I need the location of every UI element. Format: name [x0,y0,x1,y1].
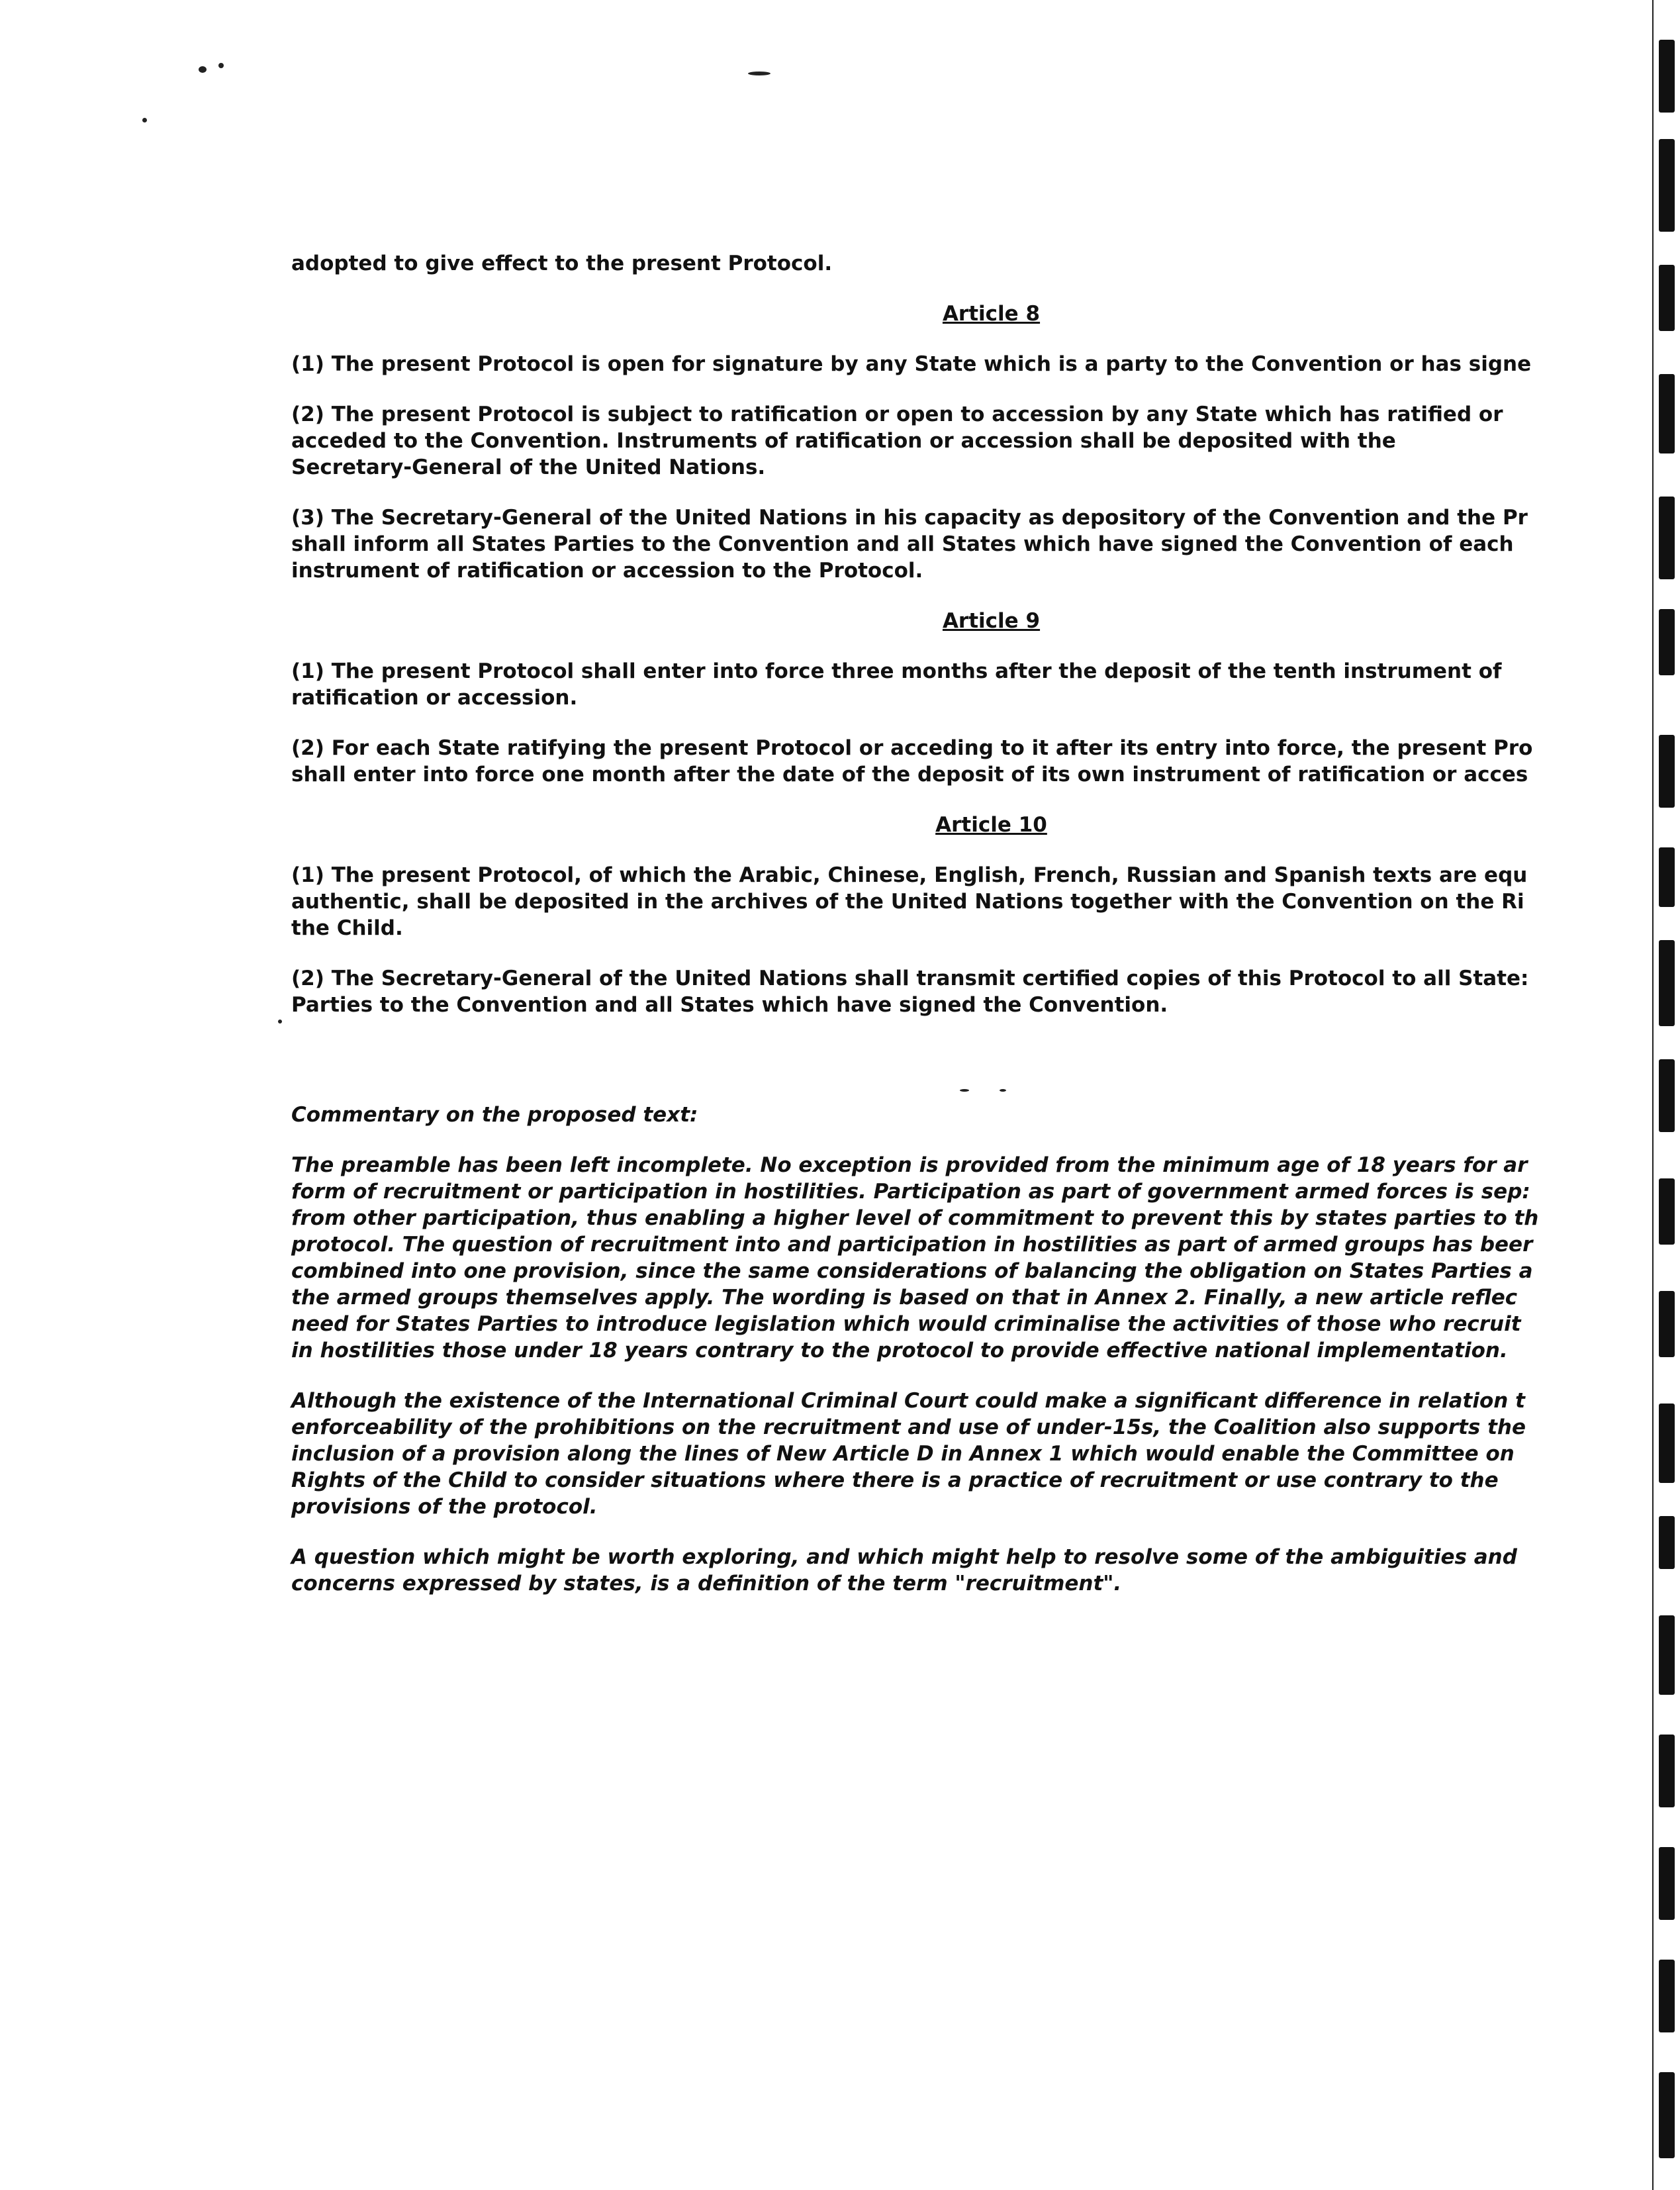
commentary-paragraph-3: A question which might be worth exploring, and which might help to resolve some of the ambiguities and concerns expressed by states, is a definition of the term "recruitment". [291,1545,1517,1595]
scan-edge-mark [1659,40,1675,113]
article-8-paragraph-1: (1) The present Protocol is open for signature by any State which is a party to the Convention or has signe [291,352,1532,376]
scan-edge-mark [1659,1615,1675,1695]
commentary-heading: Commentary on the proposed text: [291,1103,698,1127]
scan-speck [142,118,147,122]
article-9-heading: Article 9 [942,609,1041,633]
article-8-paragraph-2: (2) The present Protocol is subject to ratification or open to accession by any State which has ratified or acceded to the Convention. Instruments of ratification or accession shall be deposited with the Secretary-General of the United Nations. [291,403,1503,479]
lead-line: adopted to give effect to the present Protocol. [291,252,833,275]
article-8-paragraph-3: (3) The Secretary-General of the United Nations in his capacity as depository of the Convention and the Pr shall inform all States Parties to the Convention and all States which have signed the Convention of each instrument of ratification or accession to the Protocol. [291,506,1528,583]
document-body [291,250,1665,1621]
scan-edge-mark [1659,139,1675,232]
scan-speck [218,63,224,68]
article-9-paragraph-1: (1) The present Protocol shall enter into force three months after the deposit of the tenth instrument of ratification or accession. [291,659,1502,710]
article-8-heading: Article 8 [942,302,1041,326]
scan-speck [199,66,207,73]
section-gap [291,1042,1665,1102]
article-9-paragraph-2: (2) For each State ratifying the present Protocol or acceding to it after its entry into force, the present Pro shall enter into force one month after the date of the deposit of its own instrument of ratification or acces [291,736,1533,786]
commentary-paragraph-1: The preamble has been left incomplete. No exception is provided from the minimum age of 18 years for ar form of recruitment or participation in hostilities. Participation as part of government armed forces is sep: from other participation, thus enabling a higher level of commitment to prevent this by states parties to th protocol. The question of recruitment into and participation in hostilities as part of armed groups has beer combined into one provision, since the same considerations of balancing the obligation on States Parties a the armed groups themselves apply. The wording is based on that in Annex 2. Finally, a new article reflec need for States Parties to introduce legislation which would criminalise the activities of those who recruit in hostilities those under 18 years contrary to the protocol to provide effective national implementation. [291,1153,1539,1362]
article-10-paragraph-2: (2) The Secretary-General of the United Nations shall transmit certified copies of this Protocol to all State: Parties to the Convention and all States which have signed the Convention. [291,967,1529,1017]
scan-speck [278,1020,282,1024]
scan-edge-mark [1659,2072,1675,2158]
article-10-paragraph-1: (1) The present Protocol, of which the Arabic, Chinese, English, French, Russian and Spanish texts are equ authentic, shall be deposited in the archives of the United Nations together with the Convention on the Ri the Child. [291,863,1528,940]
scan-speck [748,71,770,75]
article-10-heading: Article 10 [935,813,1047,837]
scan-edge-mark [1659,1735,1675,1807]
scan-edge-mark [1659,1960,1675,2032]
scan-edge-mark [1659,1847,1675,1920]
commentary-section [291,1102,1665,1597]
commentary-paragraph-2: Although the existence of the International Criminal Court could make a significant difference in relation t enforceability of the prohibitions on the recruitment and use of under-15s, the Coalition also supports the inclusion of a provision along the lines of New Article D in Annex 1 which would enable the Committee on Rights of the Child to consider situations where there is a practice of recruitment or use contrary to the provisions of the protocol. [291,1389,1526,1519]
